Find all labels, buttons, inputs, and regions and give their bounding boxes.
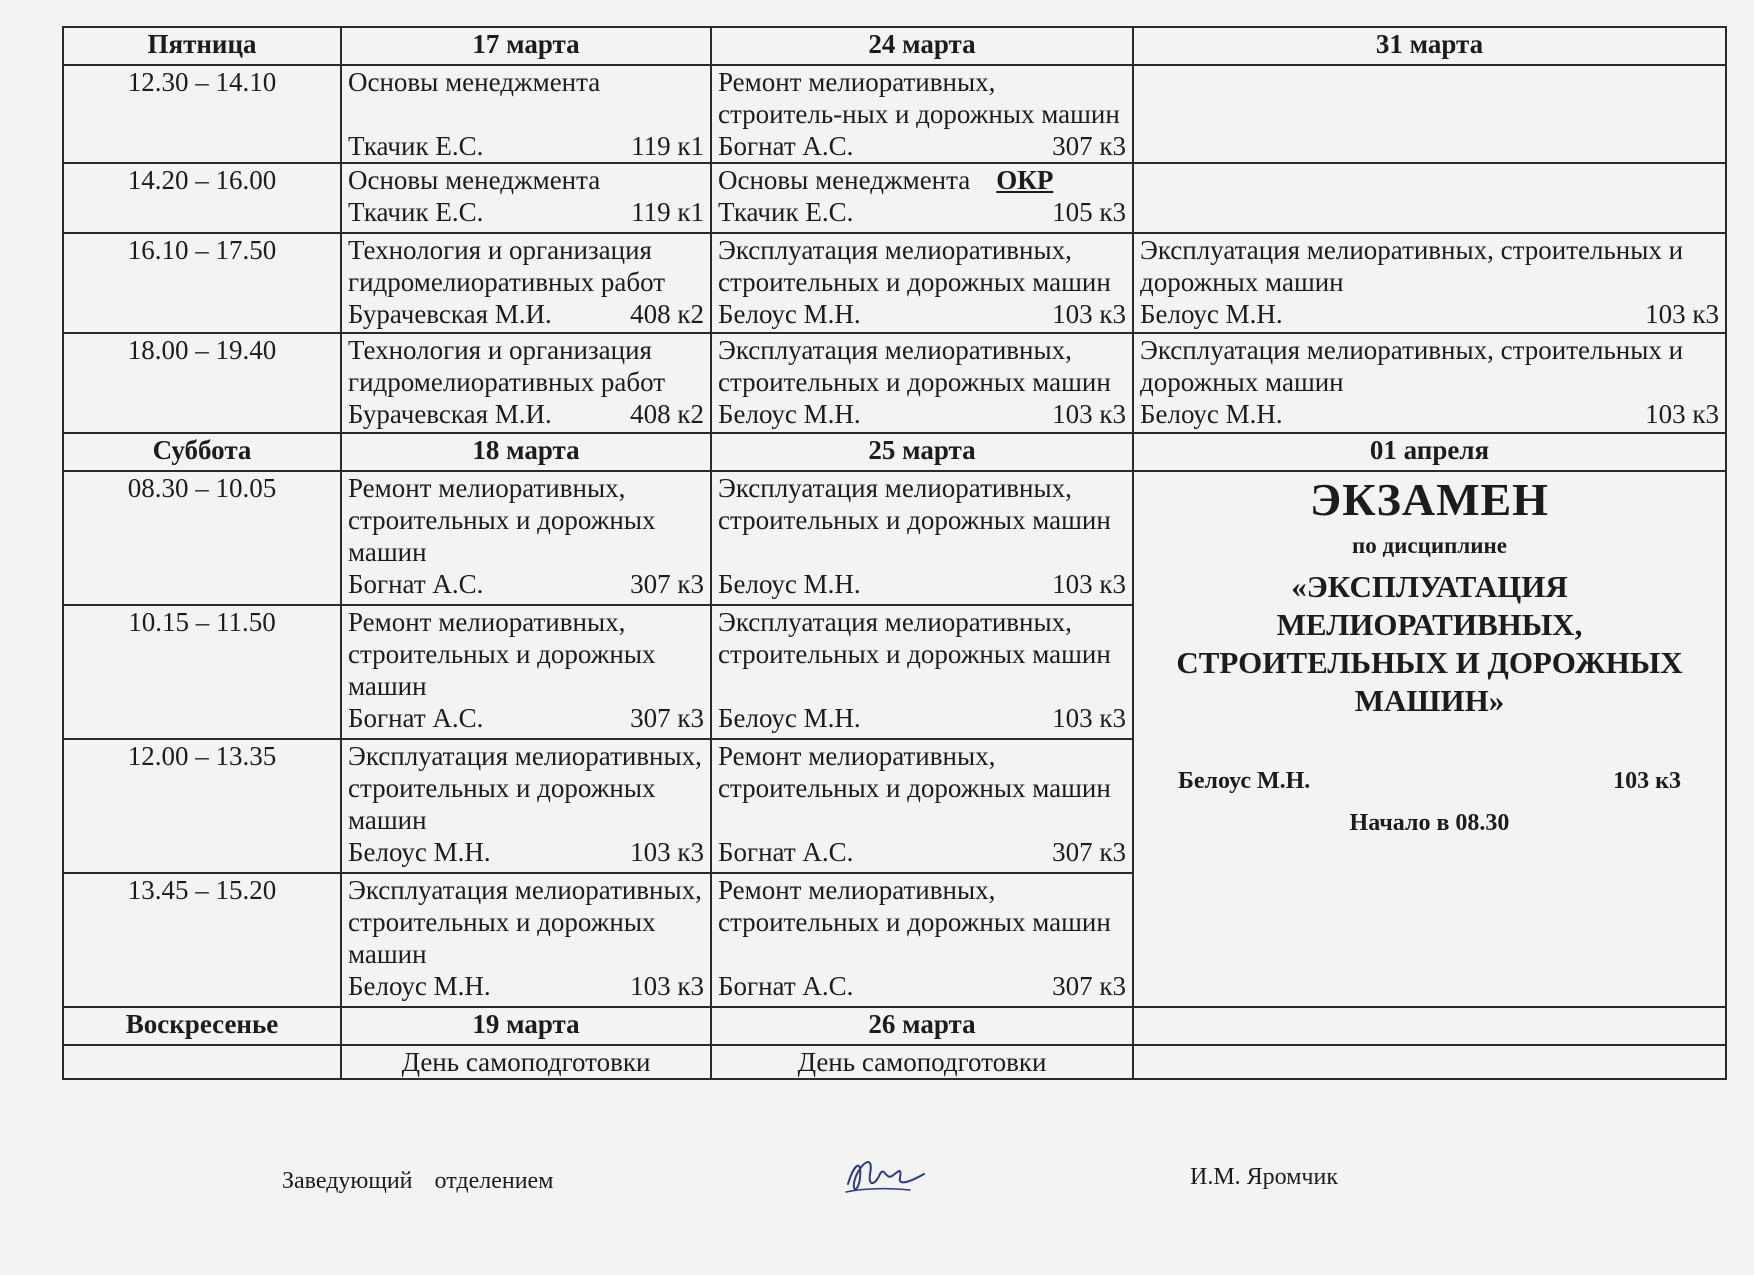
room: 307 к3 xyxy=(1052,971,1126,1001)
lesson-cell-empty xyxy=(1133,163,1726,233)
room: 103 к3 xyxy=(1645,299,1719,329)
table-row xyxy=(63,65,1726,163)
time-slot-empty xyxy=(63,1045,341,1079)
teacher: Богнат А.С. xyxy=(718,131,854,161)
day-name: Воскресенье xyxy=(63,1007,341,1045)
table-row xyxy=(63,333,1726,433)
room: 119 к1 xyxy=(631,131,704,161)
room: 408 к2 xyxy=(630,399,704,429)
subject: Технология и организация гидромелиоративных работ xyxy=(348,335,666,397)
subject: Эксплуатация мелиоративных, строительных и дорожных машин xyxy=(718,607,1111,669)
subject: Эксплуатация мелиоративных, строительных и дорожных машин xyxy=(348,875,702,969)
date-header: 01 апреля xyxy=(1133,433,1726,471)
teacher: Белоус М.Н. xyxy=(1140,399,1283,429)
teacher: Богнат А.С. xyxy=(718,971,854,1001)
lesson-cell xyxy=(711,873,1133,1007)
date-header: 25 марта xyxy=(711,433,1133,471)
date-header: 31 марта xyxy=(1133,27,1726,65)
teacher: Белоус М.Н. xyxy=(348,971,491,1001)
teacher: Богнат А.С. xyxy=(718,837,854,867)
subject: Эксплуатация мелиоративных, строительных и дорожных машин xyxy=(348,741,702,835)
lesson-cell xyxy=(1133,333,1726,433)
lesson-cell xyxy=(711,333,1133,433)
subject: Эксплуатация мелиоративных, строительных и дорожных машин xyxy=(718,235,1111,297)
exam-cell xyxy=(1133,471,1726,1007)
subject: Основы менеджмента xyxy=(348,67,601,97)
sunday-header-row xyxy=(63,1007,1726,1045)
table-row xyxy=(63,1045,1726,1079)
lesson-cell xyxy=(341,739,711,873)
subject: Ремонт мелиоративных, строительных и дорожных машин xyxy=(718,875,1111,937)
room: 103 к3 xyxy=(1052,703,1126,733)
schedule-sheet xyxy=(62,26,1725,1080)
subject: Технология и организация гидромелиоративных работ xyxy=(348,235,666,297)
table-row xyxy=(63,163,1726,233)
room: 103 к3 xyxy=(1645,399,1719,429)
handwritten-signature-icon xyxy=(840,1144,930,1204)
subject: Основы менеджмента xyxy=(348,165,601,195)
room: 307 к3 xyxy=(630,703,704,733)
lesson-cell-empty xyxy=(1133,65,1726,163)
date-header: 18 марта xyxy=(341,433,711,471)
okr-mark: ОКР xyxy=(996,165,1054,195)
room: 103 к3 xyxy=(630,971,704,1001)
signatory-name: И.М. Яромчик xyxy=(1190,1164,1338,1190)
room: 103 к3 xyxy=(1052,299,1126,329)
teacher: Богнат А.С. xyxy=(348,569,484,599)
subject: Основы менеджмента xyxy=(718,165,971,195)
lesson-cell xyxy=(341,873,711,1007)
exam-teacher: Белоус М.Н. xyxy=(1178,768,1311,794)
exam-start: Начало в 08.30 xyxy=(1349,810,1510,836)
subject: Эксплуатация мелиоративных, строительных и дорожных машин xyxy=(718,335,1111,397)
room: 105 к3 xyxy=(1052,197,1126,227)
date-header: 17 марта xyxy=(341,27,711,65)
teacher: Белоус М.Н. xyxy=(1140,299,1283,329)
signatory-position xyxy=(282,1168,575,1195)
subject: Эксплуатация мелиоративных, строительных и дорожных машин xyxy=(1140,335,1684,397)
saturday-header-row xyxy=(63,433,1726,471)
exam-title: ЭКЗАМЕН xyxy=(1310,474,1549,525)
lesson-cell xyxy=(341,163,711,233)
room: 103 к3 xyxy=(1052,569,1126,599)
lesson-cell xyxy=(711,739,1133,873)
friday-header-row xyxy=(63,27,1726,65)
self-study-cell: День самоподготовки xyxy=(341,1045,711,1079)
lesson-cell xyxy=(341,471,711,605)
room: 103 к3 xyxy=(1052,399,1126,429)
exam-room: 103 к3 xyxy=(1613,768,1681,794)
time-slot: 16.10 – 17.50 xyxy=(63,233,341,333)
teacher: Белоус М.Н. xyxy=(718,703,861,733)
lesson-cell xyxy=(711,163,1133,233)
time-slot: 13.45 – 15.20 xyxy=(63,873,341,1007)
position-word: Заведующий xyxy=(282,1168,413,1194)
time-slot: 10.15 – 11.50 xyxy=(63,605,341,739)
teacher: Белоус М.Н. xyxy=(348,837,491,867)
table-row xyxy=(63,233,1726,333)
lesson-cell xyxy=(711,605,1133,739)
teacher: Белоус М.Н. xyxy=(718,299,861,329)
date-header-empty xyxy=(1133,1007,1726,1045)
time-slot: 18.00 – 19.40 xyxy=(63,333,341,433)
subject: Ремонт мелиоративных, строительных и дорожных машин xyxy=(348,607,656,701)
self-study-cell: День самоподготовки xyxy=(711,1045,1133,1079)
teacher: Бурачевская М.И. xyxy=(348,299,552,329)
lesson-cell xyxy=(341,333,711,433)
time-slot: 12.00 – 13.35 xyxy=(63,739,341,873)
lesson-cell xyxy=(711,233,1133,333)
position-word: отделением xyxy=(434,1168,554,1194)
subject: Ремонт мелиоративных, строительных и дорожных машин xyxy=(718,741,1111,803)
date-header: 19 марта xyxy=(341,1007,711,1045)
teacher: Ткачик Е.С. xyxy=(718,197,854,227)
date-header: 24 марта xyxy=(711,27,1133,65)
lesson-cell xyxy=(1133,233,1726,333)
teacher: Богнат А.С. xyxy=(348,703,484,733)
teacher: Белоус М.Н. xyxy=(718,399,861,429)
exam-teacher-line xyxy=(1140,766,1719,796)
subject: Эксплуатация мелиоративных, строительных и дорожных машин xyxy=(1140,235,1684,297)
teacher: Белоус М.Н. xyxy=(718,569,861,599)
lesson-cell xyxy=(711,65,1133,163)
signature-block xyxy=(0,1162,1754,1222)
subject: Эксплуатация мелиоративных, строительных и дорожных машин xyxy=(718,473,1111,535)
room: 408 к2 xyxy=(630,299,704,329)
time-slot: 14.20 – 16.00 xyxy=(63,163,341,233)
time-slot: 12.30 – 14.10 xyxy=(63,65,341,163)
lesson-cell xyxy=(711,471,1133,605)
lesson-cell xyxy=(341,605,711,739)
day-name: Суббота xyxy=(63,433,341,471)
exam-discipline: «ЭКСПЛУАТАЦИЯ МЕЛИОРАТИВНЫХ, СТРОИТЕЛЬНЫХ И ДОРОЖНЫХ МАШИН» xyxy=(1176,569,1683,718)
subject: Ремонт мелиоративных, строительных и дорожных машин xyxy=(348,473,656,567)
time-slot: 08.30 – 10.05 xyxy=(63,471,341,605)
lesson-cell-empty xyxy=(1133,1045,1726,1079)
subject: Ремонт мелиоративных, строитель-ных и дорожных машин xyxy=(718,67,1120,129)
room: 307 к3 xyxy=(630,569,704,599)
room: 103 к3 xyxy=(630,837,704,867)
lesson-cell xyxy=(341,233,711,333)
lesson-cell xyxy=(341,65,711,163)
schedule-table xyxy=(62,26,1727,1080)
day-name: Пятница xyxy=(63,27,341,65)
teacher: Бурачевская М.И. xyxy=(348,399,552,429)
subject-line xyxy=(718,164,1126,196)
room: 307 к3 xyxy=(1052,131,1126,161)
table-row xyxy=(63,471,1726,605)
exam-subtitle: по дисциплине xyxy=(1352,533,1507,558)
room: 307 к3 xyxy=(1052,837,1126,867)
room: 119 к1 xyxy=(631,197,704,227)
teacher: Ткачик Е.С. xyxy=(348,197,484,227)
date-header: 26 марта xyxy=(711,1007,1133,1045)
teacher: Ткачик Е.С. xyxy=(348,131,484,161)
